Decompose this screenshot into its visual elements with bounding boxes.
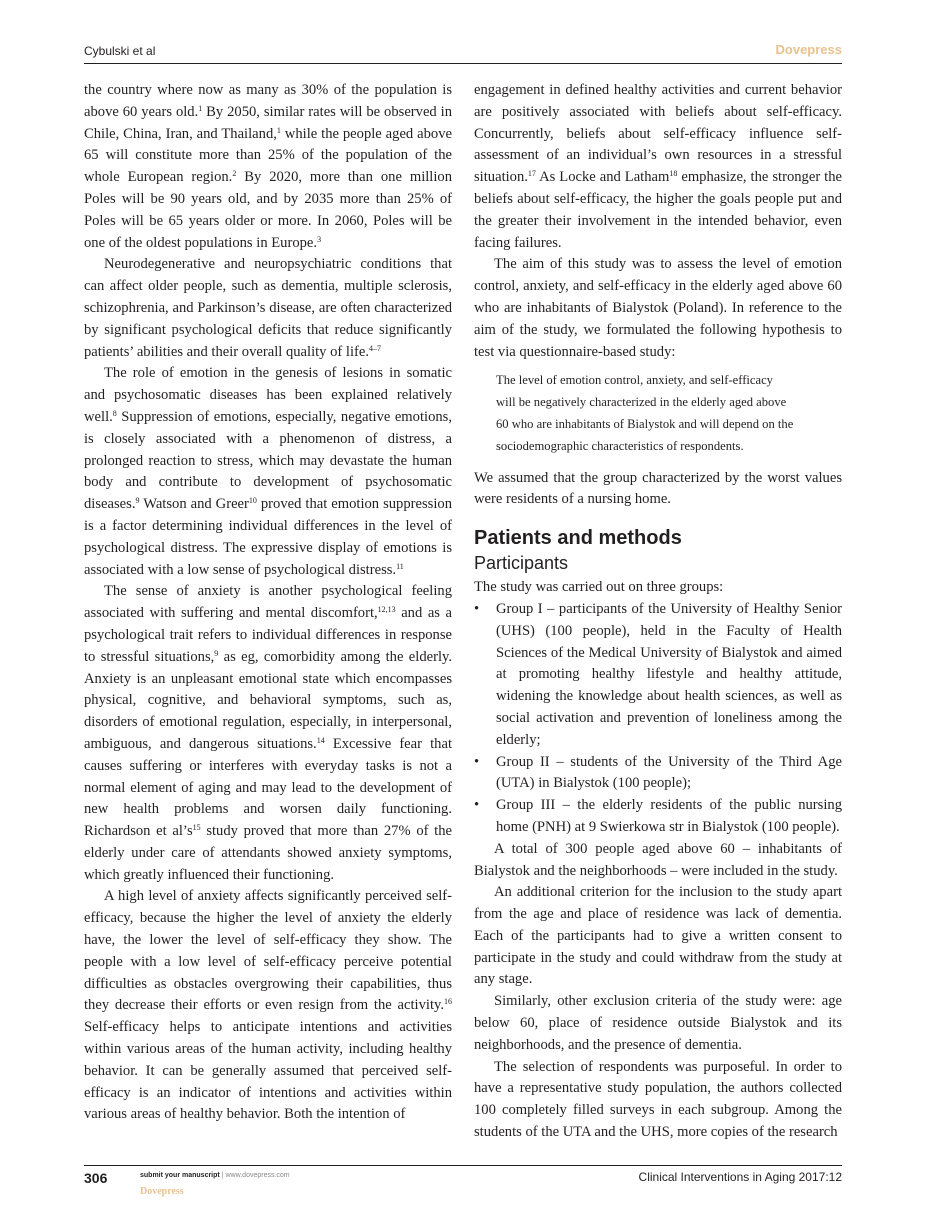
footer-brand-logo: Dovepress — [140, 1186, 184, 1197]
header-brand-logo: Dovepress — [775, 42, 842, 57]
subsection-title: Participants — [474, 553, 569, 574]
citation: 16 — [444, 997, 452, 1007]
footer-rule — [84, 1165, 842, 1166]
paragraph: The study was carried out on three groups: — [474, 579, 724, 596]
bullet-icon: • — [474, 797, 480, 814]
citation: 9 — [214, 648, 219, 658]
citation: 1 — [198, 103, 203, 113]
citation: 18 — [669, 169, 678, 179]
hypothesis-quote — [496, 370, 842, 457]
quote-line: The level of emotion control, anxiety, and self-efficacy — [496, 373, 773, 388]
citation: 4–7 — [369, 343, 382, 353]
paragraph: the country where now as many as 30% of the population is above 60 years old.$^1$ By 2050, similar rates will be observed in Chile, China, Iran, and Thailand,$^1$ while the people aged above 65 will constitute more than 25% of the population of the whole European region.$^2$ By 2020, more than one million Poles will be 90 years old, and by 2035 more than 25% of Poles will be 65 years older or more. In 2060, Poles will be one of the oldest populations in Europe.$^3$ — [84, 82, 453, 251]
citation: 9 — [135, 496, 140, 506]
quote-line: 60 who are inhabitants of Bialystok and will depend on the — [496, 416, 794, 431]
list-item: • Group I – participants of the University of Healthy Senior (UHS) (100 people), held in the Faculty of Health Sciences of the Medical University of Bialystok and aimed at promoting healthy lifestyle and healthy attitude, widening the knowledge about health sciences, as well as social activation and prevention of loneliness among the elderly; — [474, 600, 842, 748]
running-header-authors: Cybulski et al — [84, 44, 156, 58]
paragraph: The selection of respondents was purposeful. In order to have a representative study population, the authors collected 100 completely filled surveys in each subgroup. Among the students of the UTA and the UHS, more copies of the research — [474, 1058, 842, 1141]
citation: 15 — [192, 823, 201, 833]
citation: 2 — [232, 169, 237, 179]
paragraph: Neurodegenerative and neuropsychiatric conditions that can affect older people, such as dementia, multiple sclerosis, schizophrenia, and Parkinson’s disease, are often characterized by significant psychological deficits that reduce significantly patients’ abilities and their overall quality of life.$^{4-7}$ — [84, 256, 452, 360]
paragraph: A total of 300 people aged above 60 – inhabitants of Bialystok and the neighborhoods – were included in the study. — [474, 840, 842, 879]
bullet-icon: • — [474, 753, 480, 770]
paragraph: We assumed that the group characterized by the worst values were residents of a nursing home. — [474, 469, 842, 508]
citation: 8 — [112, 408, 117, 418]
submit-manuscript-link[interactable]: submit your manuscript | www.dovepress.com — [140, 1172, 290, 1179]
header-rule — [84, 63, 842, 64]
citation: 14 — [316, 735, 325, 745]
list-item: • Group III – the elderly residents of the public nursing home (PNH) at 9 Swierkowa str in Bialystok (100 people). — [474, 797, 842, 835]
group-list — [474, 599, 842, 839]
quote-line: sociodemographic characteristics of respondents. — [496, 438, 744, 453]
paragraph: engagement in defined healthy activities and current behavior are positively associated with beliefs about self-efficacy. Concurrently, beliefs about self-efficacy influence self-assessment of an individual’s own resources in a stressful situation.$^{17}$ As Locke and Latham$^{18}$ emphasize, the stronger the beliefs about self-efficacy, the higher the goals people put and the greater their involvement in the intended behavior, even facing failures. — [474, 82, 842, 251]
paragraph: The aim of this study was to assess the level of emotion control, anxiety, and self-efficacy in the elderly aged above 60 who are inhabitants of Bialystok (Poland). In reference to the aim of the study, we formulated the following hypothesis to test via questionnaire-based study: — [474, 256, 842, 360]
journal-citation: Clinical Interventions in Aging 2017:12 — [638, 1170, 842, 1184]
citation: 10 — [248, 496, 257, 506]
list-item: • Group II – students of the University of the Third Age (UTA) in Bialystok (100 people); — [474, 753, 842, 792]
paragraph: Similarly, other exclusion criteria of the study were: age below 60, place of residence outside Bialystok and its neighborhoods, and the presence of dementia. — [474, 993, 842, 1053]
page-number: 306 — [84, 1170, 108, 1186]
paragraph: An additional criterion for the inclusion to the study apart from the age and place of residence was lack of dementia. Each of the participants had to give a written consent to participate in the study and could withdraw from the study at any stage. — [474, 884, 842, 988]
bullet-icon: • — [474, 600, 480, 617]
paragraph: The sense of anxiety is another psychological feeling associated with suffering and mental discomfort,$^{12,13}$ and as a psychological trait refers to individual differences in response to stressful situations,$^9$ as eg, comorbidity among the elderly. Anxiety is an unpleasant emotional state which encompasses physical, cognitive, and behavioral symptoms, such as, disorders of emotional regulation, especially, in interpersonal, ambiguous, and dangerous situations.$^{14}$ Excessive fear that causes suffering or interferes with everyday tasks is not a normal element of aging and may lead to the development of new health problems and worsen daily functioning. Richardson et $al’s^{15}$ study proved that more than 27% of the elderly under care of attendants showed anxiety symptoms, which greatly influenced their functioning. — [84, 583, 453, 883]
citation: 1 — [276, 125, 281, 135]
quote-line: will be negatively characterized in the elderly aged above — [496, 395, 787, 410]
citation: 3 — [317, 234, 322, 244]
right-column — [474, 80, 842, 1144]
paragraph: The role of emotion in the genesis of lesions in somatic and psychosomatic diseases has been explained relatively well.$^8$ Suppression of emotions, especially, negative emotions, is closely associated with a phenomenon of distress, a prolonged reaction to stress, which may devastate the human body and contribute to development of psychosomatic diseases.$^9$ Watson and Greer$^{10}$ proved that emotion suppression is a factor determining individual differences in the level of psychological distress. The expressive display of emotions is associated with a low sense of psychological distress.$^{11}$ — [84, 365, 452, 578]
citation: 17 — [527, 169, 536, 179]
section-title: Patients and methods — [474, 527, 682, 550]
citation: 12,13 — [377, 605, 396, 615]
left-column — [84, 80, 452, 1126]
citation: 11 — [396, 561, 404, 571]
paragraph: A high level of anxiety affects significantly perceived self-efficacy, because the higher the level of anxiety the elderly have, the lower the level of self-efficacy they show. The people with a low level of self-efficacy perceive potential difficulties as obstacles overgrowing their capabilities, thus they decrease their efforts or even resign from the activity.$^{16}$ Self-efficacy helps to anticipate intentions and activities within various areas of the human activity, including healthy behavior. It can be generally assumed that perceived self-efficacy is an indicator of intentions and activities within various areas of healthy behavior. Both the intention of — [84, 888, 452, 1123]
